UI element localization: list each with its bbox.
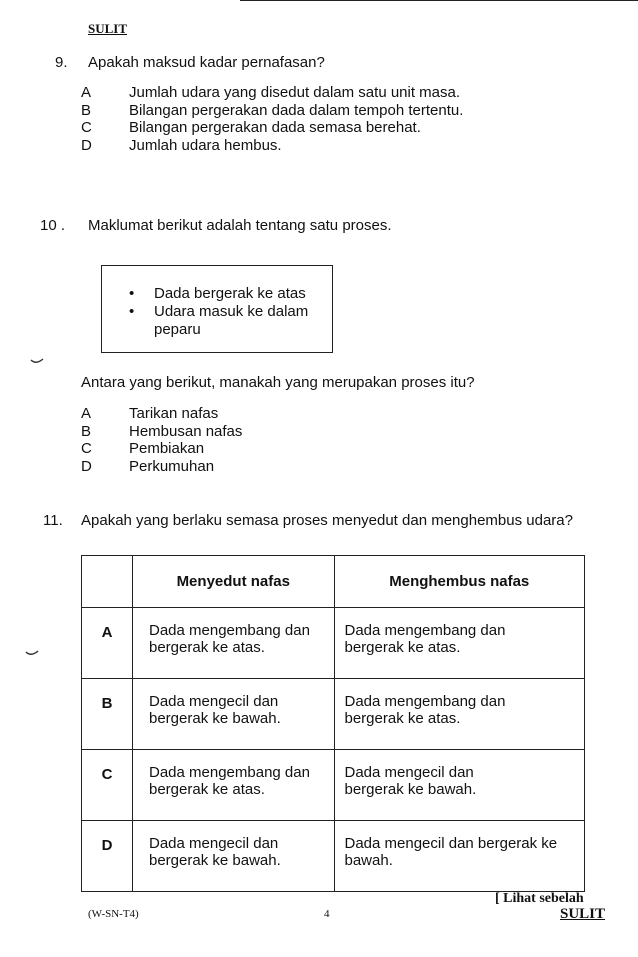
header-exhale: Menghembus nafas	[334, 556, 585, 608]
q9-option-d[interactable]: D Jumlah udara hembus.	[81, 136, 282, 154]
table-row-b[interactable]	[82, 679, 585, 750]
info-bullet-1: • Dada bergerak ke atas	[129, 285, 306, 302]
row-letter: C	[82, 750, 133, 821]
inhale-cell: Dada mengembang dan bergerak ke atas.	[133, 608, 335, 679]
q11-number: 11.	[43, 512, 63, 529]
q10-option-c[interactable]: C Pembiakan	[81, 440, 205, 457]
q10-number: 10 .	[40, 217, 66, 234]
table-row-d[interactable]	[82, 821, 585, 892]
q10-option-d[interactable]: D Perkumuhan	[81, 457, 215, 475]
lihat-sebelah: [ Lihat sebelah	[495, 891, 584, 906]
inhale-cell: Dada mengembang dan bergerak ke atas.	[133, 750, 335, 821]
info-bullet-2-cont: peparu	[154, 321, 201, 338]
table-row-c[interactable]	[82, 750, 585, 821]
inhale-cell: Dada mengecil dan bergerak ke bawah.	[133, 821, 335, 892]
q9-options	[81, 84, 463, 154]
table-header-row	[82, 556, 585, 608]
exhale-cell: Dada mengecil dan bergerak ke bawah.	[334, 750, 585, 821]
row-letter: D	[82, 821, 133, 892]
q11-answer-table	[81, 555, 585, 892]
row-letter: A	[82, 608, 133, 679]
header-blank	[82, 556, 133, 608]
table-row-a[interactable]	[82, 608, 585, 679]
exhale-cell: Dada mengembang dan bergerak ke atas.	[334, 679, 585, 750]
check-mark-icon	[30, 358, 44, 366]
footer-code: (W-SN-T4)	[88, 908, 139, 920]
q9-option-c[interactable]: C Bilangan pergerakan dada semasa berehat.	[81, 119, 421, 136]
page-number: 4	[324, 908, 330, 920]
q11-text: Apakah yang berlaku semasa proses menyedut dan menghembus udara?	[81, 512, 573, 529]
q9-text: Apakah maksud kadar pernafasan?	[88, 54, 325, 71]
q10-option-b[interactable]: B Hembusan nafas	[81, 422, 243, 440]
q9-number: 9.	[55, 54, 68, 71]
exhale-cell: Dada mengembang dan bergerak ke atas.	[334, 608, 585, 679]
info-bullet-2: • Udara masuk ke dalam	[129, 303, 309, 320]
q10-prompt: Antara yang berikut, manakah yang merupakan proses itu?	[81, 374, 475, 391]
top-rule	[240, 0, 638, 1]
q10-text: Maklumat berikut adalah tentang satu proses.	[88, 217, 392, 234]
header-sulit: SULIT	[88, 21, 128, 36]
q10-info-box	[101, 265, 333, 353]
row-letter: B	[82, 679, 133, 750]
q10-options	[81, 405, 242, 475]
footer-sulit: SULIT	[560, 906, 606, 922]
q9-option-b[interactable]: B Bilangan pergerakan dada dalam tempoh tertentu.	[81, 101, 464, 119]
inhale-cell: Dada mengecil dan bergerak ke bawah.	[133, 679, 335, 750]
check-mark-icon	[25, 650, 39, 658]
exhale-cell: Dada mengecil dan bergerak ke bawah.	[334, 821, 585, 892]
header-inhale: Menyedut nafas	[133, 556, 335, 608]
q10-option-a[interactable]: A Tarikan nafas	[81, 405, 219, 422]
q9-option-a[interactable]: A Jumlah udara yang disedut dalam satu unit masa.	[81, 84, 461, 101]
